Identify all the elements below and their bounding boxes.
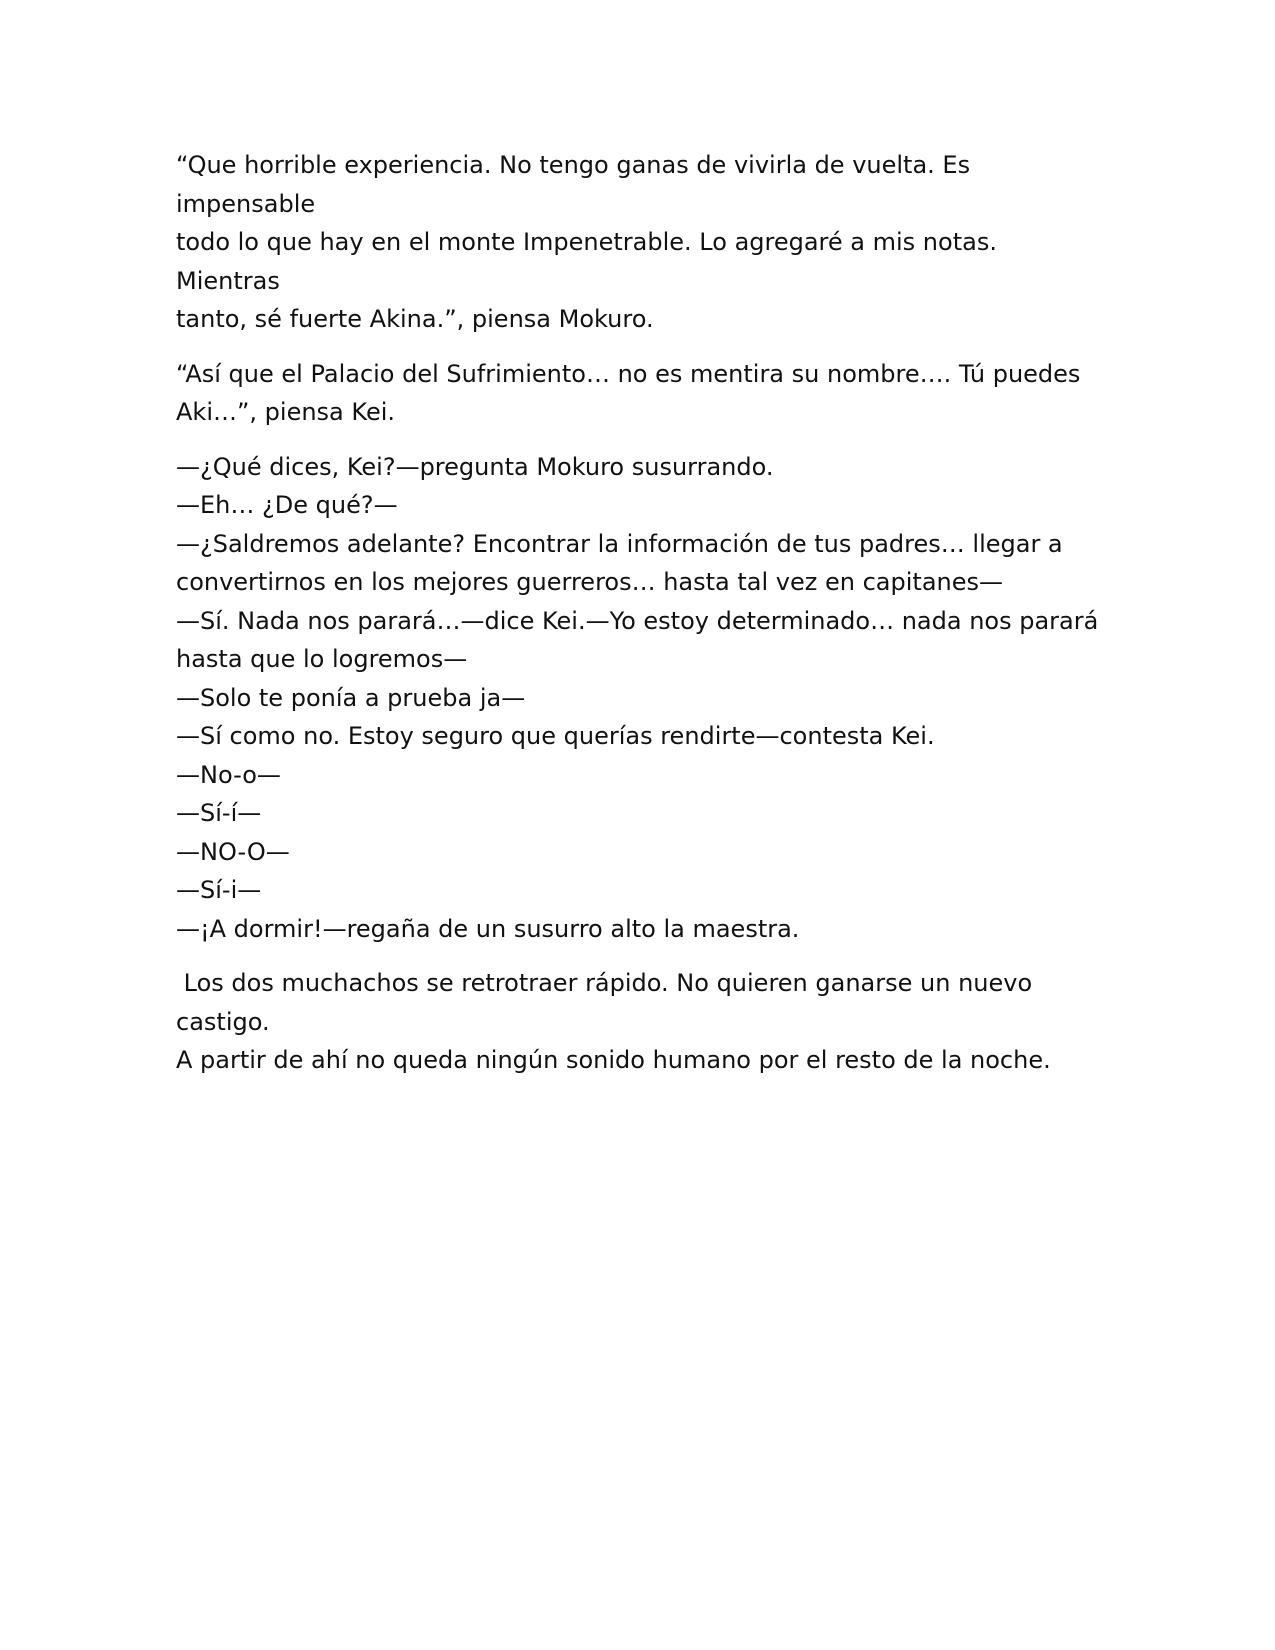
text-line: Aki…”, piensa Kei. bbox=[176, 398, 395, 426]
text-line: Los dos muchachos se retrotraer rápido. No quieren ganarse un nuevo castigo. bbox=[176, 969, 1040, 1036]
dialogue-line: —Sí. Nada nos parará…—dice Kei.—Yo estoy determinado… nada nos parará bbox=[176, 606, 1099, 635]
text-line: todo lo que hay en el monte Impenetrable. Lo agregaré a mis notas. Mientras bbox=[176, 228, 997, 295]
dialogue-line: hasta que lo logremos— bbox=[176, 645, 468, 673]
paragraph-closing bbox=[176, 964, 1106, 1080]
dialogue-line: —Sí como no. Estoy seguro que querías rendirte—contesta Kei. bbox=[176, 722, 935, 750]
text-line: tanto, sé fuerte Akina.”, piensa Mokuro. bbox=[176, 305, 654, 333]
dialogue-line: —Eh… ¿De qué?— bbox=[176, 491, 398, 519]
text-line: A partir de ahí no queda ningún sonido humano por el resto de la noche. bbox=[176, 1046, 1051, 1074]
dialogue-block bbox=[176, 448, 1106, 949]
dialogue-line: —No-o— bbox=[176, 760, 281, 789]
paragraph-mokuro-thought bbox=[176, 146, 1106, 339]
dialogue-line: —¿Saldremos adelante? Encontrar la información de tus padres… llegar a bbox=[176, 529, 1063, 558]
dialogue-line: —NO-O— bbox=[176, 837, 290, 866]
dialogue-line: —Sí-í— bbox=[176, 799, 262, 827]
text-line: “Que horrible experiencia. No tengo ganas de vivirla de vuelta. Es impensable bbox=[176, 151, 971, 218]
dialogue-line: convertirnos en los mejores guerreros… hasta tal vez en capitanes— bbox=[176, 568, 1004, 596]
paragraph-kei-thought bbox=[176, 355, 1106, 432]
dialogue-line: —¿Qué dices, Kei?—pregunta Mokuro susurrando. bbox=[176, 452, 774, 481]
document-body bbox=[176, 146, 1106, 1080]
dialogue-line: —¡A dormir!—regaña de un susurro alto la maestra. bbox=[176, 914, 800, 943]
dialogue-line: —Solo te ponía a prueba ja— bbox=[176, 683, 526, 712]
dialogue-line: —Sí-i— bbox=[176, 876, 262, 904]
text-line: “Así que el Palacio del Sufrimiento… no es mentira su nombre…. Tú puedes bbox=[176, 359, 1081, 388]
